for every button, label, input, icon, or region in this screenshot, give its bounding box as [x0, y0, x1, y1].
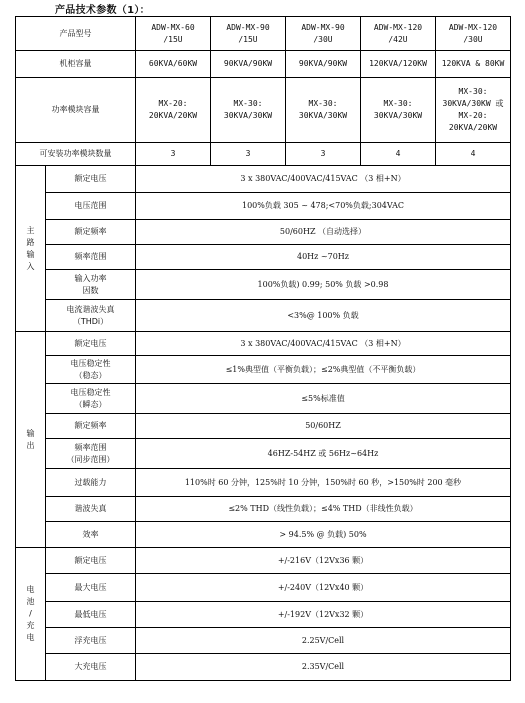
battery-param-value: 2.35V/Cell — [136, 654, 511, 681]
output-param-value: ≤2% THD（线性负载）；≤4% THD（非线性负载） — [136, 497, 511, 522]
spec-table — [15, 16, 511, 681]
model-label: 产品型号 — [16, 17, 136, 51]
output-param-value: 3 x 380VAC/400VAC/415VAC （3 相+N） — [136, 332, 511, 356]
main-input-param-value: <3%@ 100% 负载 — [136, 300, 511, 332]
battery-param-label: 额定电压 — [46, 548, 136, 574]
main-input-row — [16, 166, 511, 193]
battery-param-value: +/-240V（12Vx40 颗） — [136, 574, 511, 602]
main-input-param-value: 50/60HZ （自动选择） — [136, 220, 511, 245]
module-capacity-cell: MX-20: 20KVA/20KW — [136, 78, 211, 143]
main-input-row — [16, 220, 511, 245]
module-count-cell: 4 — [361, 143, 436, 166]
main-input-row — [16, 245, 511, 270]
module-count-label: 可安装功率模块数量 — [16, 143, 136, 166]
output-row — [16, 522, 511, 548]
output-row — [16, 469, 511, 497]
model-cell: ADW-MX-90 /30U — [286, 17, 361, 51]
main-input-param-label: 额定电压 — [46, 166, 136, 193]
main-input-param-label: 频率范围 — [46, 245, 136, 270]
main-input-param-value: 100%负载 305 ~ 478;<70%负载;304VAC — [136, 193, 511, 220]
main-input-param-label: 电流谐波失真 （THDi） — [46, 300, 136, 332]
output-row — [16, 497, 511, 522]
output-group-label: 输 出 — [16, 332, 46, 548]
output-param-label: 电压稳定性 （瞬态） — [46, 384, 136, 414]
output-param-value: ≤5%标准值 — [136, 384, 511, 414]
module-count-cell: 3 — [211, 143, 286, 166]
cabinet-cell: 120KVA/120KW — [361, 51, 436, 78]
module-capacity-cell: MX-30: 30KVA/30KW — [211, 78, 286, 143]
module-capacity-cell: MX-30: 30KVA/30KW — [286, 78, 361, 143]
page-title: 产品技术参数（1）： — [55, 5, 150, 16]
main-input-row — [16, 300, 511, 332]
module-count-cell: 3 — [286, 143, 361, 166]
output-param-value: > 94.5% @ 负载) 50% — [136, 522, 511, 548]
battery-group-label: 电 池 / 充 电 — [16, 548, 46, 681]
battery-param-value: 2.25V/Cell — [136, 628, 511, 654]
output-param-label: 过载能力 — [46, 469, 136, 497]
battery-row — [16, 654, 511, 681]
output-param-label: 电压稳定性 （稳态） — [46, 356, 136, 384]
battery-row — [16, 574, 511, 602]
model-cell: ADW-MX-120 /42U — [361, 17, 436, 51]
main-input-param-value: 100%负载) 0.99; 50% 负载 >0.98 — [136, 270, 511, 300]
module-count-row — [16, 143, 511, 166]
main-input-param-label: 输入功率 因数 — [46, 270, 136, 300]
battery-param-label: 最低电压 — [46, 602, 136, 628]
battery-row — [16, 548, 511, 574]
main-input-param-value: 3 x 380VAC/400VAC/415VAC （3 相+N） — [136, 166, 511, 193]
module-capacity-row — [16, 78, 511, 143]
cabinet-cell: 90KVA/90KW — [286, 51, 361, 78]
module-count-cell: 4 — [436, 143, 511, 166]
cabinet-row — [16, 51, 511, 78]
output-row — [16, 439, 511, 469]
module-capacity-label: 功率模块容量 — [16, 78, 136, 143]
battery-row — [16, 602, 511, 628]
main-input-group-label: 主 路 输 入 — [16, 166, 46, 332]
battery-param-label: 大充电压 — [46, 654, 136, 681]
output-param-label: 额定频率 — [46, 414, 136, 439]
battery-row — [16, 628, 511, 654]
main-input-param-label: 额定频率 — [46, 220, 136, 245]
main-input-row — [16, 270, 511, 300]
output-param-value: 110%时 60 分钟，125%时 10 分钟，150%时 60 秒，>150%时 200 毫秒 — [136, 469, 511, 497]
main-input-row — [16, 193, 511, 220]
cabinet-cell: 60KVA/60KW — [136, 51, 211, 78]
main-input-param-value: 40Hz ~70Hz — [136, 245, 511, 270]
output-param-label: 谐波失真 — [46, 497, 136, 522]
output-param-value: 46HZ-54HZ 或 56Hz~64Hz — [136, 439, 511, 469]
output-param-value: ≤1%典型值（平衡负载）；≤2%典型值（不平衡负载） — [136, 356, 511, 384]
output-param-label: 频率范围 （同步范围） — [46, 439, 136, 469]
battery-param-label: 浮充电压 — [46, 628, 136, 654]
output-param-label: 额定电压 — [46, 332, 136, 356]
battery-param-value: +/-216V（12Vx36 颗） — [136, 548, 511, 574]
output-param-label: 效率 — [46, 522, 136, 548]
output-row — [16, 356, 511, 384]
module-capacity-cell: MX-30: 30KVA/30KW 或 MX-20: 20KVA/20KW — [436, 78, 511, 143]
model-cell: ADW-MX-60 /15U — [136, 17, 211, 51]
battery-param-label: 最大电压 — [46, 574, 136, 602]
main-input-param-label: 电压范围 — [46, 193, 136, 220]
output-row — [16, 384, 511, 414]
module-count-cell: 3 — [136, 143, 211, 166]
output-param-value: 50/60HZ — [136, 414, 511, 439]
cabinet-label: 机柜容量 — [16, 51, 136, 78]
output-row — [16, 414, 511, 439]
cabinet-cell: 120KVA & 80KW — [436, 51, 511, 78]
cabinet-cell: 90KVA/90KW — [211, 51, 286, 78]
battery-param-value: +/-192V（12Vx32 颗） — [136, 602, 511, 628]
model-cell: ADW-MX-90 /15U — [211, 17, 286, 51]
output-row — [16, 332, 511, 356]
model-cell: ADW-MX-120 /30U — [436, 17, 511, 51]
module-capacity-cell: MX-30: 30KVA/30KW — [361, 78, 436, 143]
model-row — [16, 17, 511, 51]
